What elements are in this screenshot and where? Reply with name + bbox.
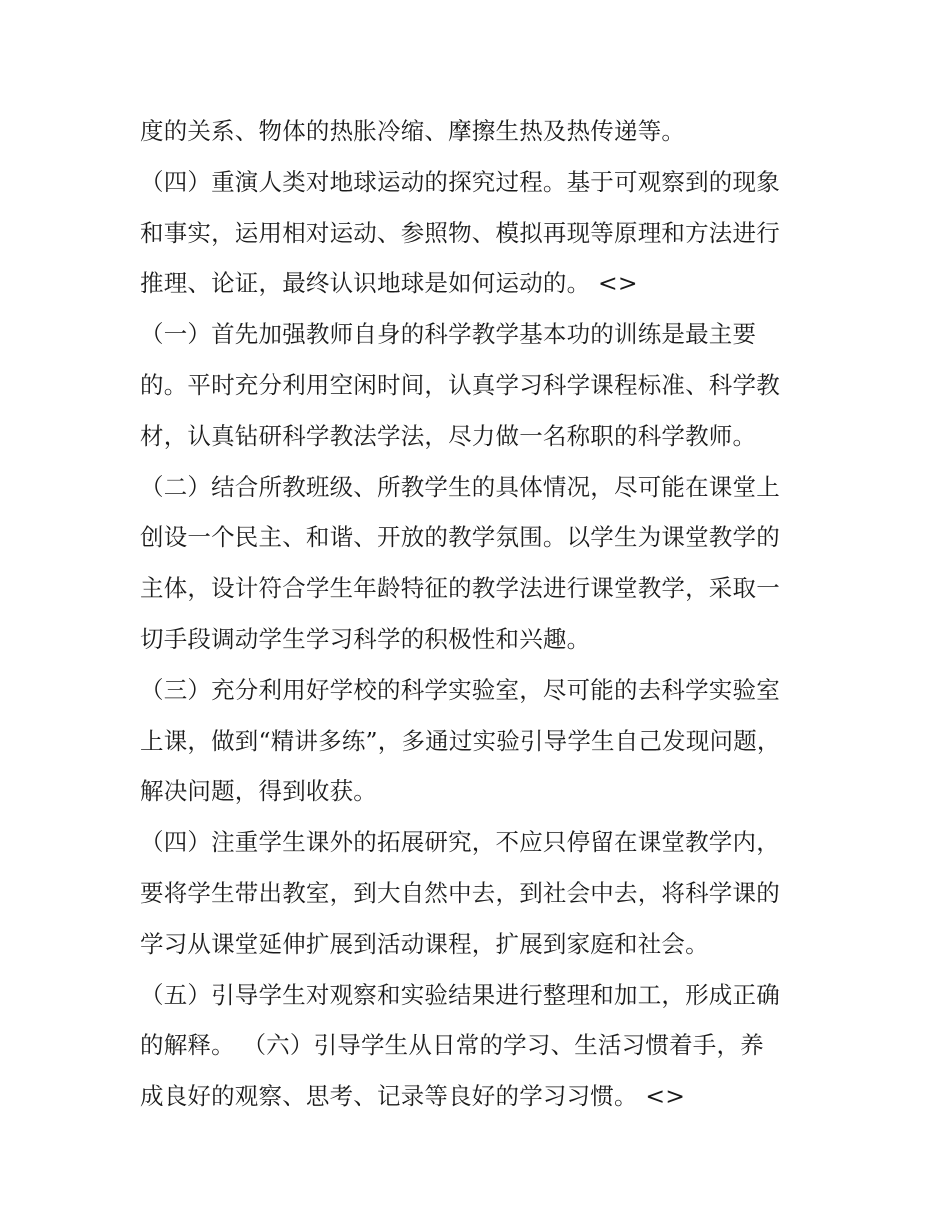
text-line: 解决问题，得到收获。 <box>140 777 377 806</box>
text-line: 要将学生带出教室，到大自然中去，到社会中去，将科学课的 <box>140 878 780 907</box>
document-body <box>140 106 820 1122</box>
text-line: 上课，做到“精讲多练”，多通过实验引导学生自己发现问题， <box>140 726 781 755</box>
text-line: （四）重演人类对地球运动的探究过程。基于可观察到的现象 <box>140 167 780 196</box>
text-line: 切手段调动学生学习科学的积极性和兴趣。 <box>140 624 591 653</box>
text-line: 的解释。 （六）引导学生从日常的学习、生活习惯着手，养 <box>140 1031 764 1060</box>
text-line: （三）充分利用好学校的科学实验室，尽可能的去科学实验室 <box>140 675 780 704</box>
text-line: 学习从课堂延伸扩展到活动课程，扩展到家庭和社会。 <box>140 929 709 958</box>
text-line: 度的关系、物体的热胀冷缩、摩擦生热及热传递等。 <box>140 117 686 145</box>
text-line: 材，认真钻研科学教法学法，尽力做一名称职的科学教师。 <box>140 421 757 450</box>
text-line: 和事实，运用相对运动、参照物、模拟再现等原理和方法进行 <box>140 218 780 247</box>
text-line: （四）注重学生课外的拓展研究，不应只停留在课堂教学内， <box>140 828 780 857</box>
text-line: 的。平时充分利用空闲时间，认真学习科学课程标准、科学教 <box>140 370 780 399</box>
text-line: （二）结合所教班级、所教学生的具体情况，尽可能在课堂上 <box>140 472 780 501</box>
text-line: 推理、论证，最终认识地球是如何运动的。 <> <box>140 269 638 298</box>
text-line: （一）首先加强教师自身的科学教学基本功的训练是最主要 <box>140 320 757 349</box>
text-line: 成良好的观察、思考、记录等良好的学习习惯。 <> <box>140 1082 686 1111</box>
text-line: （五）引导学生对观察和实验结果进行整理和加工，形成正确 <box>140 980 780 1009</box>
text-line: 创设一个民主、和谐、开放的教学氛围。以学生为课堂教学的 <box>140 523 780 552</box>
text-line: 主体，设计符合学生年龄特征的教学法进行课堂教学，采取一 <box>140 574 780 603</box>
